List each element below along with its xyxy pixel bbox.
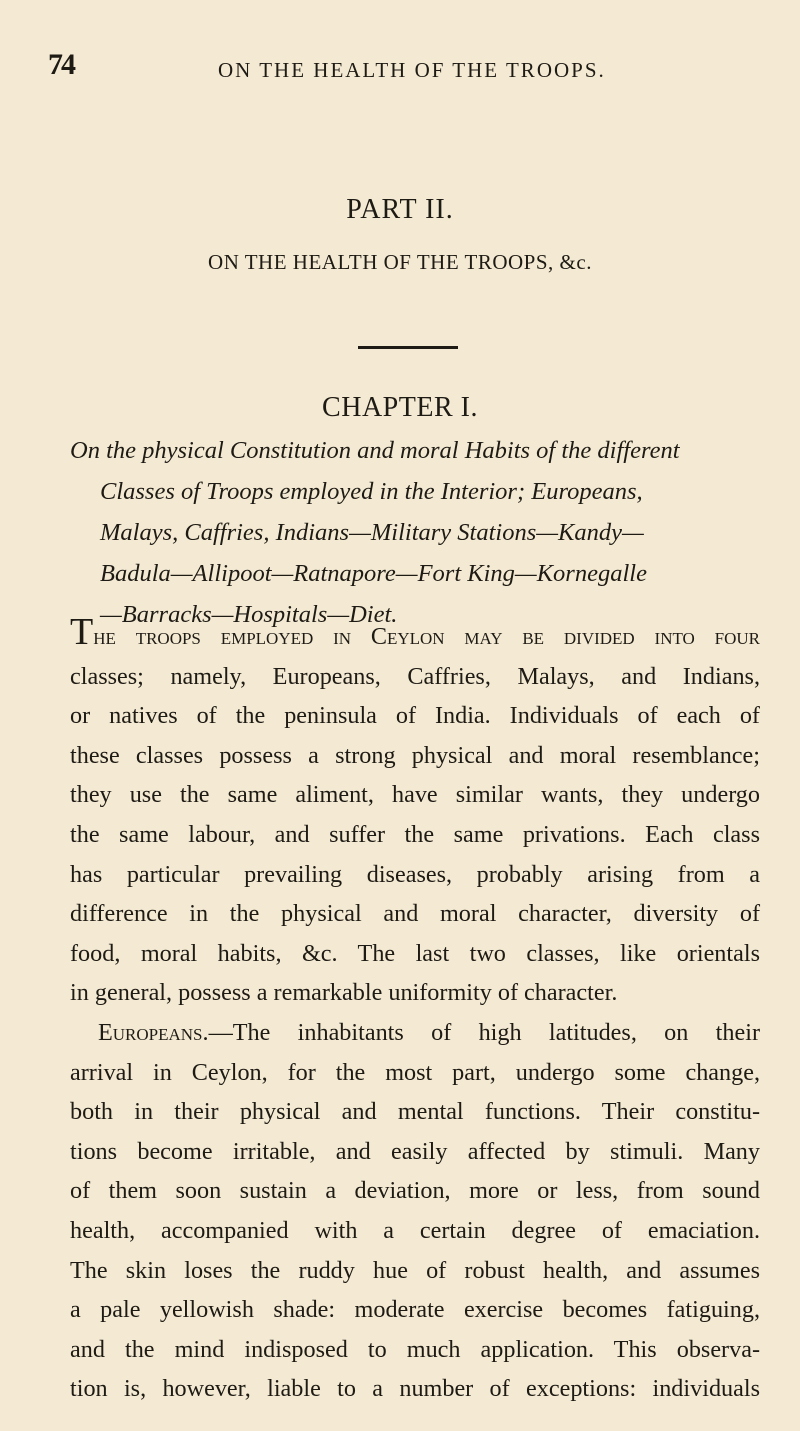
body-line: in general, possess a remarkable uniformity of character. [70,979,618,1007]
section-heading: ON THE HEALTH OF THE TROOPS, &c. [208,250,592,274]
chapter-heading: CHAPTER I. [322,392,478,423]
first-line-rest: he troops employed in Ceylon may be divided into four [93,623,760,650]
body-line: tion is, however, liable to a number of exceptions: individuals [70,1375,760,1403]
body-line: arrival in Ceylon, for the most part, undergo some change, [70,1058,760,1086]
body-line: of them soon sustain a deviation, more or less, from sound [70,1177,760,1205]
body-line: they use the same aliment, have similar wants, they undergo [70,781,760,809]
para-lead: Europeans. [98,1018,209,1046]
drop-cap: T [70,611,94,653]
body-line: or natives of the peninsula of India. Individuals of each of [70,702,760,730]
body-line: and the mind indisposed to much application. This observa- [70,1335,760,1363]
body-line [70,1013,760,1053]
body-line: these classes possess a strong physical and moral resemblance; [70,741,760,769]
para-first-rest: —The inhabitants of high latitudes, on their [208,1018,760,1046]
body-line: a pale yellowish shade: moderate exercise becomes fatiguing, [70,1296,760,1324]
body-line: food, moral habits, &c. The last two classes, like orientals [70,939,760,967]
body-line: has particular prevailing diseases, probably arising from a [70,860,760,888]
summary-line: On the physical Constitution and moral Habits of the different [70,437,680,464]
body-line: health, accompanied with a certain degree of emaciation. [70,1216,760,1244]
running-head-title: ON THE HEALTH OF THE TROOPS. [218,58,606,82]
part-heading: PART II. [346,194,454,225]
body-line: both in their physical and mental functions. Their constitu- [70,1098,760,1126]
summary-line: Malays, Caffries, Indians—Military Stations—Kandy— [100,519,644,546]
body-line: classes; namely, Europeans, Caffries, Malays, and Indians, [70,662,760,690]
summary-line: —Barracks—Hospitals—Diet. [100,601,398,628]
chapter-summary [70,430,760,635]
running-head [0,48,800,88]
body-line: tions become irritable, and easily affected by stimuli. Many [70,1137,760,1165]
body-line: The skin loses the ruddy hue of robust health, and assumes [70,1256,760,1284]
body-line: difference in the physical and moral character, diversity of [70,900,760,928]
summary-line: Badula—Allipoot—Ratnapore—Fort King—Kornegalle [100,560,647,587]
page-number: 74 [48,48,74,81]
divider-rule [358,346,458,349]
body-line: the same labour, and suffer the same privations. Each class [70,820,760,848]
summary-line: Classes of Troops employed in the Interior; Europeans, [100,478,643,505]
